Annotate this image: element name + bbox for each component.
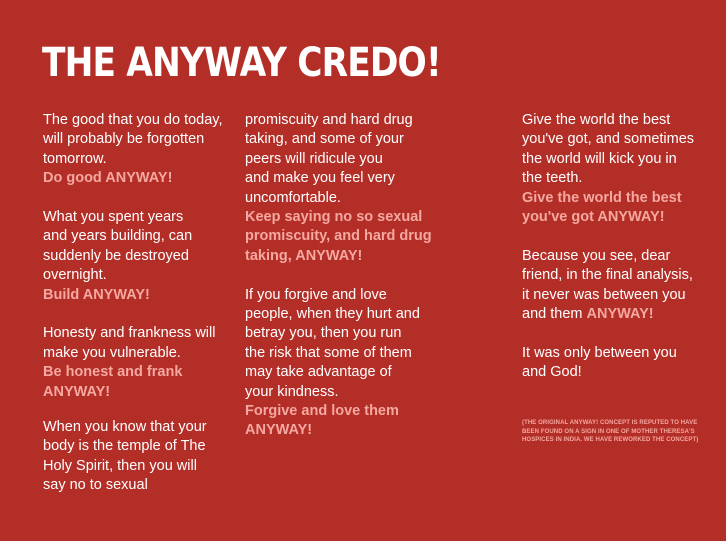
text-line: Because you see, dear xyxy=(522,247,671,264)
text-line: friend, in the final analysis, xyxy=(522,267,693,284)
text-line: The good that you do today, xyxy=(43,112,223,128)
text-line: Honesty and frankness will xyxy=(43,325,216,342)
text-line: you've got, and sometimes xyxy=(522,131,695,148)
highlight-line: ANYWAY! xyxy=(245,422,313,439)
column-1 xyxy=(43,111,239,496)
text-line: taking, and some of your xyxy=(245,131,404,148)
text-segment: and them xyxy=(522,306,587,323)
text-line: make you vulnerable. xyxy=(43,344,181,361)
highlight-line: you've got ANYWAY! xyxy=(522,209,665,226)
highlight-line: Be honest and frank xyxy=(43,364,183,381)
highlight-line: Do good ANYWAY! xyxy=(43,170,173,187)
text-line-mixed xyxy=(522,305,712,324)
highlight-line: Give the world the best xyxy=(522,189,682,206)
text-line: and make you feel very xyxy=(245,170,395,187)
highlight-line: promiscuity, and hard drug xyxy=(245,228,432,245)
highlight-line: taking, ANYWAY! xyxy=(245,247,363,264)
text-line: and years building, can xyxy=(43,228,193,245)
text-line: It was only between you xyxy=(522,344,677,361)
footnote-line: BEEN FOUND ON A SIGN IN ONE OF MOTHER THERESA'S xyxy=(522,428,695,435)
footnote xyxy=(522,419,707,445)
text-line: Give the world the best xyxy=(522,112,671,128)
text-line: When you know that your xyxy=(43,419,207,436)
text-line: it never was between you xyxy=(522,286,686,303)
text-line: and God! xyxy=(522,364,582,381)
text-line: What you spent years xyxy=(43,209,184,226)
text-line: uncomfortable. xyxy=(245,189,341,206)
text-line: the risk that some of them xyxy=(245,344,412,361)
footnote-line: HOSPICES IN INDIA. WE HAVE REWORKED THE CONCEPT) xyxy=(522,437,699,444)
highlight-line: Forgive and love them xyxy=(245,403,399,420)
text-line: promiscuity and hard drug xyxy=(245,112,413,128)
text-line: If you forgive and love xyxy=(245,286,387,303)
text-line: the world will kick you in xyxy=(522,150,677,167)
text-line: body is the temple of The xyxy=(43,438,206,455)
highlight-line: Keep saying no so sexual xyxy=(245,209,423,226)
text-line: tomorrow. xyxy=(43,150,107,167)
text-line: Holy Spirit, then you will xyxy=(43,457,197,474)
text-line: your kindness. xyxy=(245,383,339,400)
page-title: THE ANYWAY CREDO! xyxy=(42,40,441,86)
text-line: peers will ridicule you xyxy=(245,150,383,167)
column-3 xyxy=(522,111,712,383)
text-line: betray you, then you run xyxy=(245,325,402,342)
text-line: people, when they hurt and xyxy=(245,306,420,323)
text-line: suddenly be destroyed xyxy=(43,247,189,264)
text-line: say no to sexual xyxy=(43,477,148,494)
highlight-line: Build ANYWAY! xyxy=(43,286,150,303)
text-line: will probably be forgotten xyxy=(43,131,205,148)
text-line: may take advantage of xyxy=(245,364,392,381)
highlight-line: ANYWAY! xyxy=(43,383,111,400)
text-line: the teeth. xyxy=(522,170,583,187)
footnote-line: (THE ORIGINAL ANYWAY! CONCEPT IS REPUTED TO HAVE xyxy=(522,420,698,426)
highlight-segment: ANYWAY! xyxy=(586,306,654,323)
text-line: overnight. xyxy=(43,267,107,284)
column-2 xyxy=(245,111,441,441)
